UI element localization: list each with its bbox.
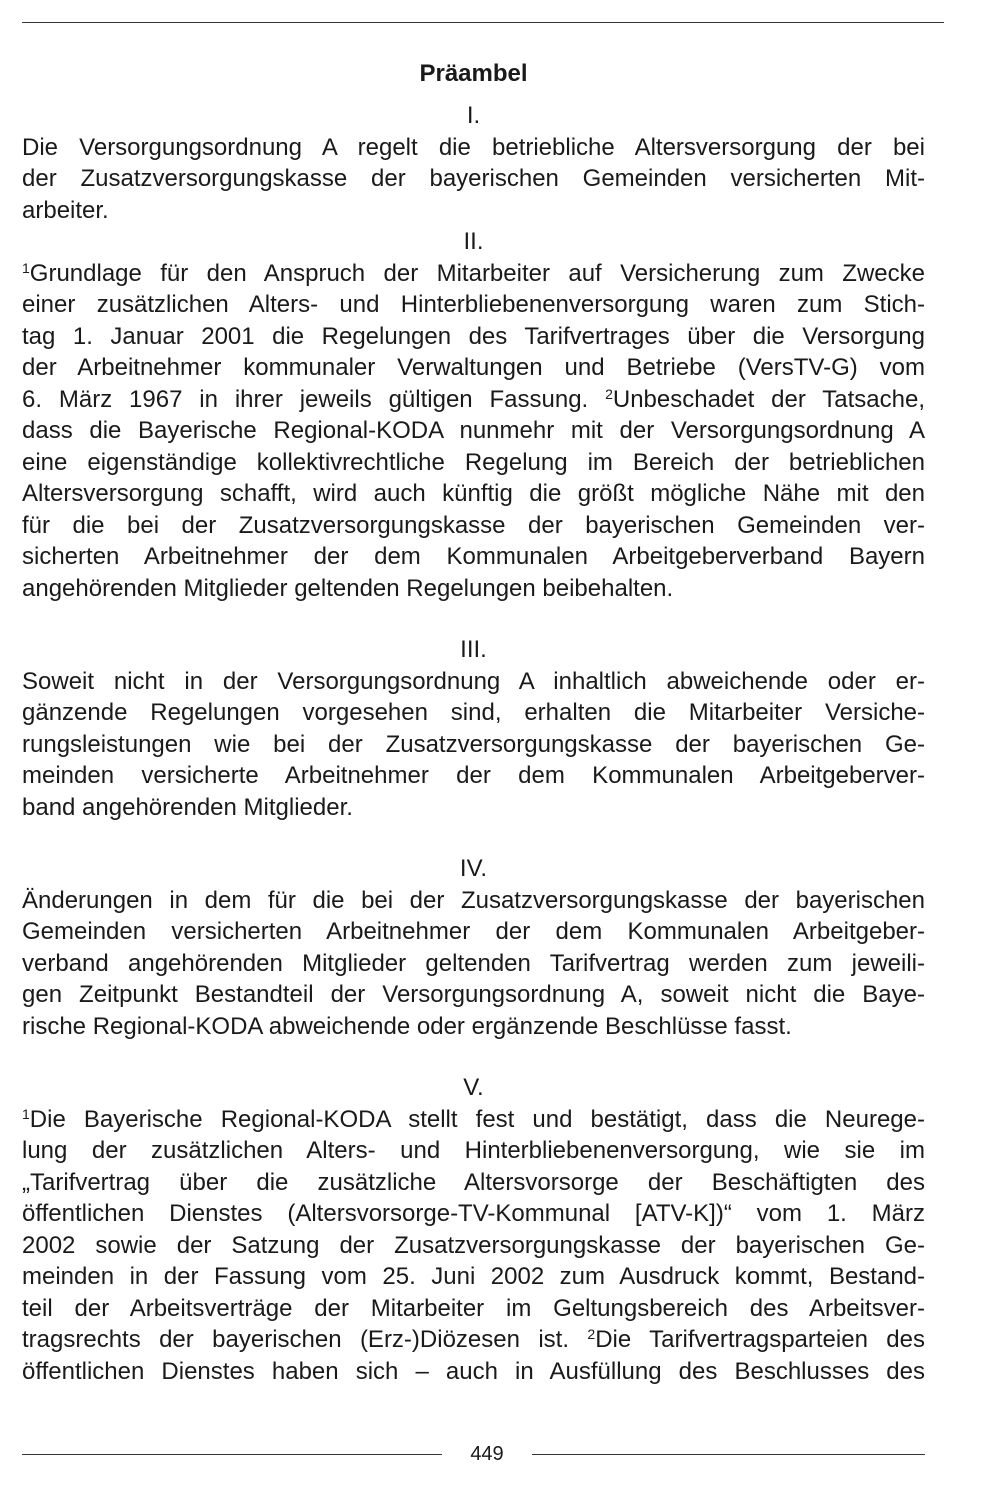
text-line: der Zusatzversorgungskasse der bayerischen Gemeinden versicherten Mit- xyxy=(22,165,925,192)
text-line: $^1$Grundlage für den Anspruch der Mitarbeiter auf Versicherung zum Zwecke xyxy=(22,259,925,287)
text-line: gänzende Regelungen vorgesehen sind, erhalten die Mitarbeiter Versiche- xyxy=(22,699,925,726)
sentence-marker: 2 xyxy=(605,385,613,402)
text-line: öffentlichen Dienstes (Altersvorsorge-TV-Kommunal [ATV-K])“ vom 1. März xyxy=(22,1200,925,1227)
text-line: meinden versicherte Arbeitnehmer der dem Kommunalen Arbeitgeberver- xyxy=(22,762,925,789)
text-line: gen Zeitpunkt Bestandteil der Versorgungsordnung A, soweit nicht die Baye- xyxy=(22,981,925,1008)
footer-rule-right xyxy=(532,1454,925,1455)
section-5-text xyxy=(22,1104,925,1388)
section-numeral-3: III. xyxy=(460,636,487,663)
section-numeral-4: IV. xyxy=(459,855,488,882)
text-line: lung der zusätzlichen Alters- und Hinterbliebenenversorgung, wie sie im xyxy=(22,1137,925,1164)
text-line: „Tarifvertrag über die zusätzliche Altersvorsorge der Beschäftigten des xyxy=(22,1168,925,1196)
text-line: sicherten Arbeitnehmer der dem Kommunalen Arbeitgeberverband Bayern xyxy=(22,543,925,570)
text-line: angehörenden Mitglieder geltenden Regelungen beibehalten. xyxy=(22,574,674,602)
sentence-marker: 1 xyxy=(22,259,30,276)
page-footer xyxy=(22,1440,925,1468)
text-line: eine eigenständige kollektivrechtliche Regelung im Bereich der betrieblichen xyxy=(22,448,925,476)
section-2-text xyxy=(22,258,925,605)
section-numeral-1: I. xyxy=(466,102,481,129)
section-numeral-2: II. xyxy=(463,228,484,255)
section-4-text xyxy=(22,885,925,1043)
page-title: Präambel xyxy=(419,60,528,87)
sentence-marker: 1 xyxy=(22,1105,30,1122)
text-line: für die bei der Zusatzversorgungskasse der bayerischen Gemeinden ver- xyxy=(22,511,925,539)
text-line: rische Regional-KODA abweichende oder ergänzende Beschlüsse fasst. xyxy=(22,1012,792,1040)
text-line: Gemeinden versicherten Arbeitnehmer der dem Kommunalen Arbeitgeber- xyxy=(22,918,925,945)
text-line: dass die Bayerische Regional-KODA nunmehr mit der Versorgungsordnung A xyxy=(22,417,925,444)
text-line: Änderungen in dem für die bei der Zusatzversorgungskasse der bayerischen xyxy=(22,886,925,914)
text-line: meinden in der Fassung vom 25. Juni 2002 zum Ausdruck kommt, Bestand- xyxy=(22,1263,925,1290)
section-3-text xyxy=(22,666,925,824)
text-line: $^1$Die Bayerische Regional-KODA stellt fest und bestätigt, dass die Neurege- xyxy=(22,1105,925,1133)
section-numeral-5: V. xyxy=(463,1074,484,1101)
text-line: band angehörenden Mitglieder. xyxy=(22,793,353,821)
sentence-marker: 2 xyxy=(587,1326,596,1342)
text-line: Altersversorgung schafft, wird auch künftig die größt mögliche Nähe mit den xyxy=(22,480,925,507)
text-line: verband angehörenden Mitglieder geltenden Tarifvertrag werden zum jeweili- xyxy=(22,949,925,977)
text-line: tragsrechts der bayerischen (Erz-)Diözesen ist. $^2$Die Tarifvertragsparteien des xyxy=(22,1326,925,1353)
document-page xyxy=(22,58,925,1387)
footer-rule-left xyxy=(22,1454,442,1455)
text-line: teil der Arbeitsverträge der Mitarbeiter im Geltungsbereich des Arbeitsver- xyxy=(22,1294,925,1322)
text-line: Die Versorgungsordnung A regelt die betriebliche Altersversorgung der bei xyxy=(22,133,925,161)
text-line: tag 1. Januar 2001 die Regelungen des Tarifvertrages über die Versorgung xyxy=(22,322,925,350)
page-number: 449 xyxy=(470,1443,504,1465)
text-line: 2002 sowie der Satzung der Zusatzversorgungskasse der bayerischen Ge- xyxy=(22,1231,925,1259)
top-rule xyxy=(22,22,944,23)
text-line: rungsleistungen wie bei der Zusatzversorgungskasse der bayerischen Ge- xyxy=(22,730,925,758)
section-1-text xyxy=(22,132,925,227)
text-line: arbeiter. xyxy=(22,196,109,224)
text-line: Soweit nicht in der Versorgungsordnung A inhaltlich abweichende oder er- xyxy=(22,667,925,695)
text-line: 6. März 1967 in ihrer jeweils gültigen Fassung. $^2$Unbeschadet der Tatsache, xyxy=(22,385,925,413)
text-line: öffentlichen Dienstes haben sich – auch in Ausfüllung des Beschlusses des xyxy=(22,1357,925,1385)
text-line: einer zusätzlichen Alters- und Hinterbliebenenversorgung waren zum Stich- xyxy=(22,291,925,318)
text-line: der Arbeitnehmer kommunaler Verwaltungen und Betriebe (VersTV-G) vom xyxy=(22,354,925,381)
